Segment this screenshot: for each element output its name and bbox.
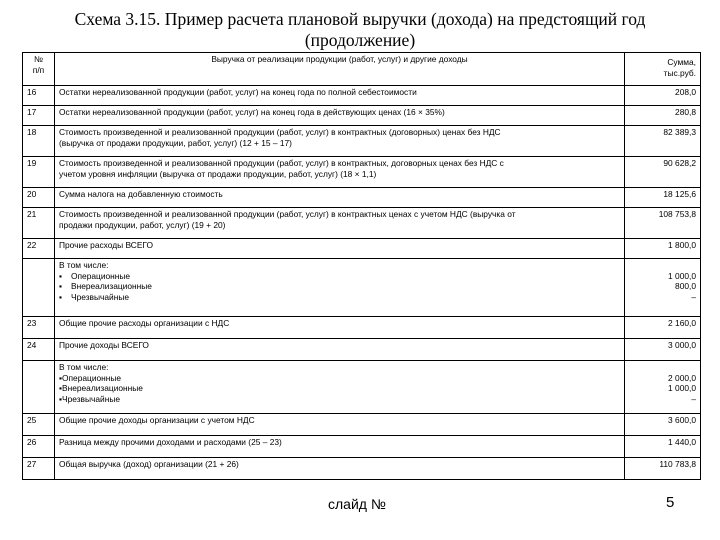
row-desc: Прочие расходы ВСЕГО bbox=[55, 239, 625, 259]
row-desc: Прочие доходы ВСЕГО bbox=[55, 339, 625, 361]
table-row bbox=[23, 239, 701, 259]
row-desc: Стоимость произведенной и реализованной продукции (работ, услуг) в контрактных (договорных) ценах без НДС (выручка от продажи продукции, работ, услуг) (12 + 15 – 17) bbox=[55, 126, 625, 157]
slide-label: слайд № bbox=[328, 496, 386, 512]
bullet-icon: ▪ bbox=[59, 393, 62, 404]
row-desc: Разница между прочими доходами и расходами (25 – 23) bbox=[55, 436, 625, 458]
row-desc: Сумма налога на добавленную стоимость bbox=[55, 188, 625, 208]
row-value: 1 800,0 bbox=[625, 239, 701, 259]
row-num: 21 bbox=[23, 208, 55, 239]
list-item: ▪ Внереализационные bbox=[59, 281, 152, 292]
row-desc: Общие прочие доходы организации с учетом НДС bbox=[55, 414, 625, 436]
row-num bbox=[23, 361, 55, 414]
row-num: 17 bbox=[23, 106, 55, 126]
row-num: 24 bbox=[23, 339, 55, 361]
income-breakdown-values: 2 000,0 1 000,0 – bbox=[625, 361, 701, 414]
row-desc: Общие прочие расходы организации с НДС bbox=[55, 317, 625, 339]
table-row bbox=[23, 458, 701, 480]
bullet-icon: ▪ bbox=[59, 270, 62, 281]
table-row bbox=[23, 157, 701, 188]
row-num: 16 bbox=[23, 86, 55, 106]
row-value: 3 000,0 bbox=[625, 339, 701, 361]
row-value: 2 160,0 bbox=[625, 317, 701, 339]
row-value: 110 783,8 bbox=[625, 458, 701, 480]
row-num: 27 bbox=[23, 458, 55, 480]
expenses-breakdown-values: 1 000,0 800,0 – bbox=[625, 259, 701, 317]
income-breakdown-row bbox=[23, 361, 701, 414]
table-row bbox=[23, 188, 701, 208]
table-row bbox=[23, 414, 701, 436]
row-value: 3 600,0 bbox=[625, 414, 701, 436]
row-num bbox=[23, 259, 55, 317]
page-title bbox=[0, 9, 720, 51]
header-sum: Сумма, тыс.руб. bbox=[625, 53, 701, 86]
bullet-icon: ▪ bbox=[59, 383, 62, 394]
header-num: № п/п bbox=[23, 53, 55, 86]
list-item: ▪Внереализационные bbox=[59, 383, 143, 394]
list-item: ▪ Чрезвычайные bbox=[59, 291, 130, 302]
revenue-table bbox=[22, 52, 701, 480]
row-value: 108 753,8 bbox=[625, 208, 701, 239]
header-desc: Выручка от реализации продукции (работ, услуг) и другие доходы bbox=[55, 53, 625, 86]
row-num: 23 bbox=[23, 317, 55, 339]
row-desc: Стоимость произведенной и реализованной продукции (работ, услуг) в контрактных ценах с учетом НДС (выручка от продажи продукции, работ, услуг) (19 + 20) bbox=[55, 208, 625, 239]
table-row bbox=[23, 317, 701, 339]
table-row bbox=[23, 208, 701, 239]
title-line-2: (продолжение) bbox=[304, 30, 416, 50]
bullet-icon: ▪ bbox=[59, 281, 62, 292]
page-number: 5 bbox=[666, 494, 675, 511]
row-value: 1 440,0 bbox=[625, 436, 701, 458]
title-line-1: Схема 3.15. Пример расчета плановой выручки (дохода) на предстоящий год bbox=[74, 9, 646, 29]
row-value: 90 628,2 bbox=[625, 157, 701, 188]
table-row bbox=[23, 106, 701, 126]
row-desc: Стоимость произведенной и реализованной продукции (работ, услуг) в контрактных, договорных ценах без НДС с учетом уровня инфляции (выручка от продажи продукции, работ, услуг) (18 × 1,1) bbox=[55, 157, 625, 188]
row-num: 22 bbox=[23, 239, 55, 259]
row-num: 25 bbox=[23, 414, 55, 436]
expenses-breakdown-row bbox=[23, 259, 701, 317]
list-item: ▪ Операционные bbox=[59, 270, 131, 281]
expenses-breakdown-list: В том числе: ▪ Операционные ▪ Внереализационные ▪ Чрезвычайные bbox=[55, 259, 625, 317]
row-num: 26 bbox=[23, 436, 55, 458]
row-num: 19 bbox=[23, 157, 55, 188]
table-row bbox=[23, 126, 701, 157]
row-num: 20 bbox=[23, 188, 55, 208]
row-value: 280,8 bbox=[625, 106, 701, 126]
list-item: ▪Операционные bbox=[59, 372, 122, 383]
list-item: ▪Чрезвычайные bbox=[59, 393, 121, 404]
row-num: 18 bbox=[23, 126, 55, 157]
bullet-icon: ▪ bbox=[59, 291, 62, 302]
bullet-icon: ▪ bbox=[59, 372, 62, 383]
row-desc: Общая выручка (доход) организации (21 + 26) bbox=[55, 458, 625, 480]
income-breakdown-list: В том числе: ▪Операционные ▪Внереализационные ▪Чрезвычайные bbox=[55, 361, 625, 414]
row-value: 82 389,3 bbox=[625, 126, 701, 157]
row-desc: Остатки нереализованной продукции (работ, услуг) на конец года по полной себестоимости bbox=[55, 86, 625, 106]
row-value: 208,0 bbox=[625, 86, 701, 106]
row-value: 18 125,6 bbox=[625, 188, 701, 208]
table-row bbox=[23, 436, 701, 458]
table-row bbox=[23, 86, 701, 106]
row-desc: Остатки нереализованной продукции (работ, услуг) на конец года в действующих ценах (16 × 35%) bbox=[55, 106, 625, 126]
table-row bbox=[23, 339, 701, 361]
table-header-row bbox=[23, 53, 701, 86]
